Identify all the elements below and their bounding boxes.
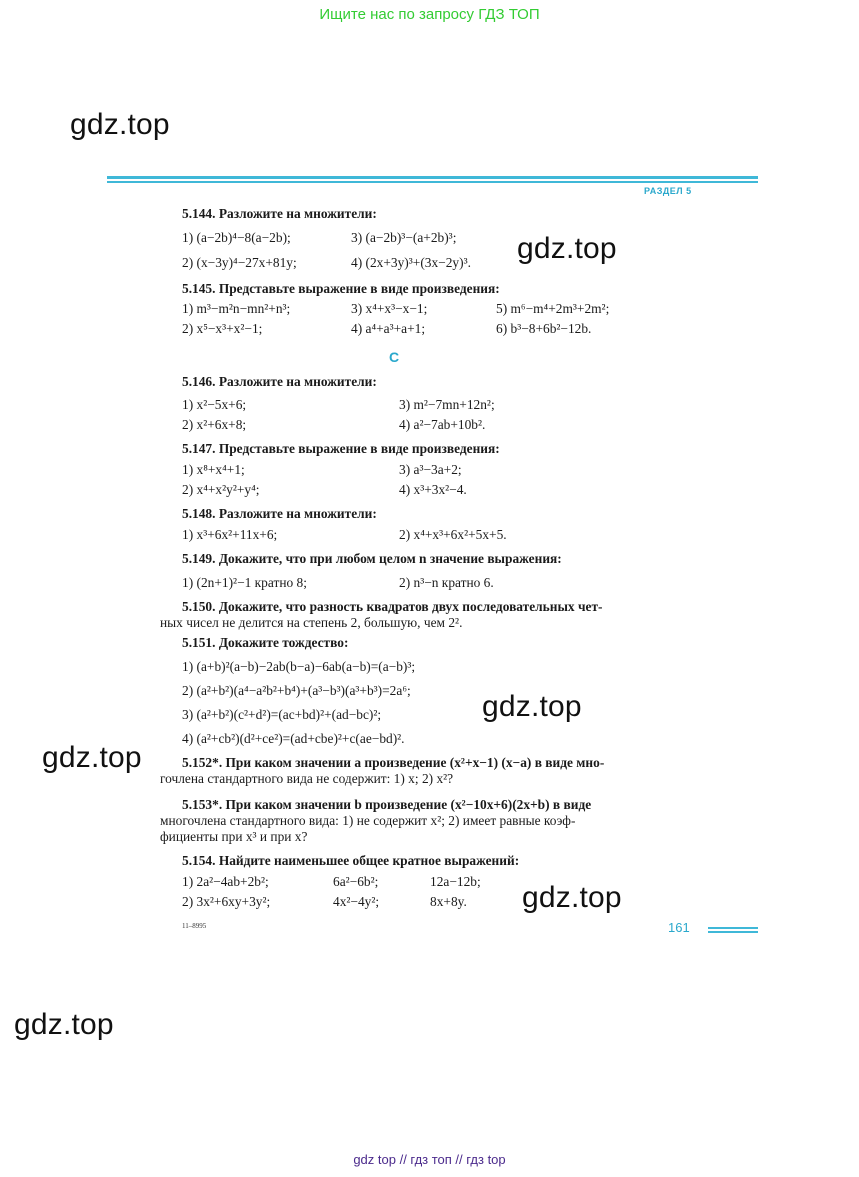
- section-label: РАЗДЕЛ 5: [644, 186, 692, 196]
- exercise-heading: 5.150. Докажите, что разность квадратов двух последовательных чет-: [182, 599, 603, 614]
- exercise-item: 1) (2n+1)²−1 кратно 8;: [182, 575, 307, 590]
- exercise-heading: 5.149. Докажите, что при любом целом n значение выражения:: [182, 551, 562, 566]
- footer-rule: [708, 927, 758, 929]
- exercise-item: 3) m²−7mn+12n²;: [399, 397, 495, 412]
- page-number: 161: [668, 920, 690, 935]
- exercise-item: 3) a³−3a+2;: [399, 462, 462, 477]
- exercise-item: 3) x⁴+x³−x−1;: [351, 301, 428, 316]
- exercise-item: 3) (a−2b)³−(a+2b)³;: [351, 230, 457, 245]
- exercise-text: фициенты при x³ и при x?: [160, 829, 308, 844]
- exercise-item: 3) (a²+b²)(c²+d²)=(ac+bd)²+(ad−bc)²;: [182, 707, 382, 722]
- exercise-item: 1) (a+b)²(a−b)−2ab(b−a)−6ab(a−b)=(a−b)³;: [182, 659, 416, 674]
- footer-links[interactable]: gdz top // гдз топ // гдз top: [353, 1152, 506, 1167]
- exercise-heading: 5.144. Разложите на множители:: [182, 206, 377, 221]
- exercise-item: 1) x³+6x²+11x+6;: [182, 527, 278, 542]
- exercise-heading: 5.151. Докажите тождество:: [182, 635, 349, 650]
- exercise-item: 2) (x−3y)⁴−27x+81y;: [182, 255, 297, 270]
- exercise-text: многочлена стандартного вида: 1) не содержит x²; 2) имеет равные коэф-: [160, 813, 576, 828]
- exercise-item: 4) x³+3x²−4.: [399, 482, 467, 497]
- exercise-item: 4x²−4y²;: [333, 894, 380, 909]
- watermark: gdz.top: [70, 108, 170, 141]
- exercise-item: 2) 3x²+6xy+3y²;: [182, 894, 271, 909]
- exercise-item: 4) (a²+cb²)(d²+ce²)=(ad+cbe)²+c(ae−bd)².: [182, 731, 405, 746]
- search-banner[interactable]: Ищите нас по запросу ГДЗ ТОП: [319, 6, 540, 23]
- exercise-text: ных чисел не делится на степень 2, большую, чем 2².: [160, 615, 463, 630]
- watermark: gdz.top: [482, 690, 582, 723]
- watermark: gdz.top: [522, 881, 622, 914]
- exercise-item: 2) x⁴+x²y²+y⁴;: [182, 482, 260, 497]
- exercise-item: 1) x⁸+x⁴+1;: [182, 462, 245, 477]
- exercise-item: 12a−12b;: [430, 874, 481, 889]
- exercise-item: 2) x⁵−x³+x²−1;: [182, 321, 263, 336]
- header-rule: [107, 181, 758, 183]
- exercise-item: 1) x²−5x+6;: [182, 397, 247, 412]
- exercise-item: 4) (2x+3y)³+(3x−2y)³.: [351, 255, 471, 270]
- exercise-item: 2) x⁴+x³+6x²+5x+5.: [399, 527, 507, 542]
- exercise-item: 8x+8y.: [430, 894, 467, 909]
- exercise-heading: 5.148. Разложите на множители:: [182, 506, 377, 521]
- exercise-item: 2) x²+6x+8;: [182, 417, 247, 432]
- exercise-item: 4) a²−7ab+10b².: [399, 417, 486, 432]
- exercise-heading: 5.154. Найдите наименьшее общее кратное выражений:: [182, 853, 520, 868]
- watermark: gdz.top: [14, 1008, 114, 1041]
- watermark: gdz.top: [517, 232, 617, 265]
- exercise-item: 4) a⁴+a³+a+1;: [351, 321, 426, 336]
- exercise-heading: 5.152*. При каком значении a произведение (x²+x−1) (x−a) в виде мно-: [182, 755, 605, 770]
- level-marker: С: [389, 349, 400, 365]
- exercise-item: 1) (a−2b)⁴−8(a−2b);: [182, 230, 291, 245]
- exercise-item: 6) b³−8+6b²−12b.: [496, 321, 592, 336]
- exercise-heading: 5.145. Представьте выражение в виде произведения:: [182, 281, 500, 296]
- print-code: 11–8995: [182, 922, 207, 930]
- exercise-text: гочлена стандартного вида не содержит: 1) x; 2) x²?: [160, 771, 454, 786]
- footer-rule: [708, 931, 758, 933]
- header-rule: [107, 176, 758, 179]
- exercise-item: 2) (a²+b²)(a⁴−a²b²+b⁴)+(a³−b³)(a³+b³)=2a⁶;: [182, 683, 411, 698]
- watermark: gdz.top: [42, 741, 142, 774]
- exercise-heading: 5.153*. При каком значении b произведение (x²−10x+6)(2x+b) в виде: [182, 797, 592, 812]
- exercise-item: 2) n³−n кратно 6.: [399, 575, 494, 590]
- exercise-heading: 5.147. Представьте выражение в виде произведения:: [182, 441, 500, 456]
- exercise-item: 5) m⁶−m⁴+2m³+2m²;: [496, 301, 610, 316]
- exercise-item: 1) 2a²−4ab+2b²;: [182, 874, 269, 889]
- exercise-item: 6a²−6b²;: [333, 874, 379, 889]
- exercise-item: 1) m³−m²n−mn²+n³;: [182, 301, 291, 316]
- exercise-heading: 5.146. Разложите на множители:: [182, 374, 377, 389]
